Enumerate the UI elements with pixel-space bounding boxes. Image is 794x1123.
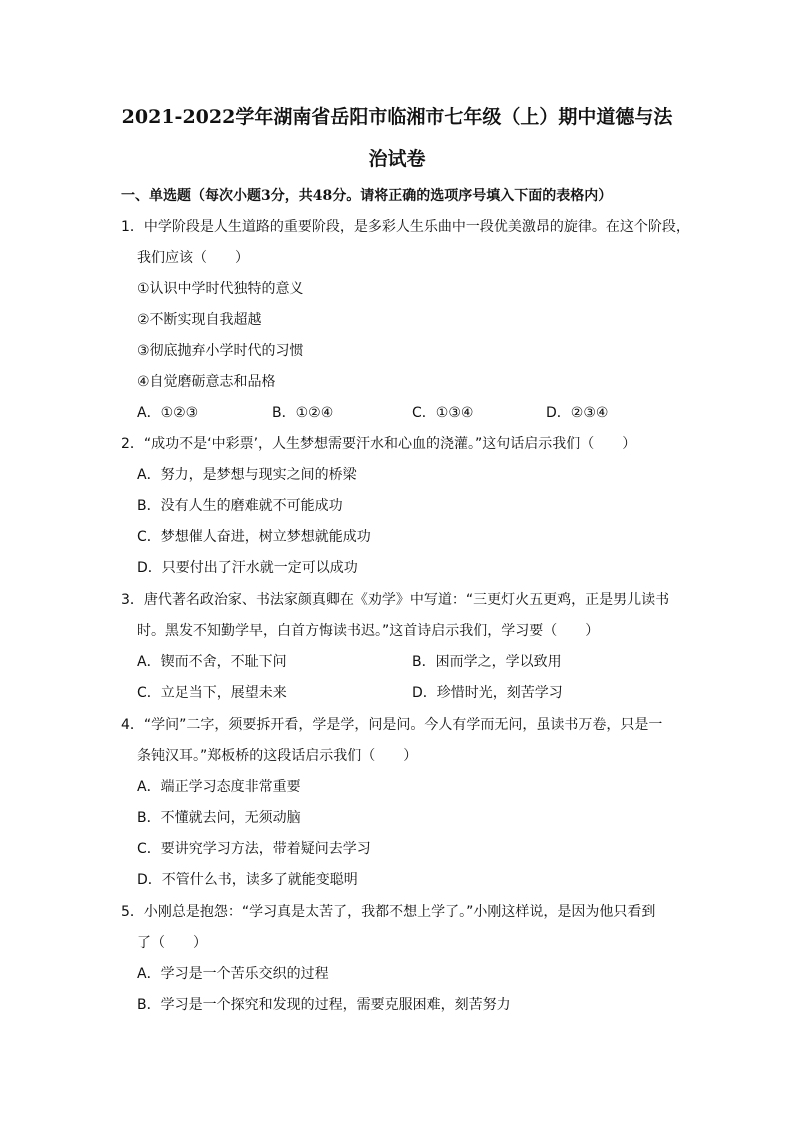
question-2-option-a: A．努力，是梦想与现实之间的桥梁 xyxy=(137,467,357,483)
question-5-option-a: A．学习是一个苦乐交织的过程 xyxy=(137,966,329,982)
question-1-option-c: C．①③④ xyxy=(412,405,474,421)
exam-title-line1: 2021-2022学年湖南省岳阳市临湘市七年级（上）期中道德与法 xyxy=(121,106,673,128)
question-5-stem: 5．小刚总是抱怨：“学习真是太苦了，我都不想上学了。”小刚这样说，是因为他只看到 xyxy=(121,904,656,920)
question-4-stem-cont: 条钝汉耳。”郑板桥的这段话启示我们（ ） xyxy=(137,748,418,764)
question-4-stem: 4．“学问”二字，须要拆开看，学是学，问是问。今人有学而无问，虽读书万卷，只是一 xyxy=(121,717,663,733)
question-1-statement-2: ②不断实现自我超越 xyxy=(137,312,262,328)
question-1-option-a: A．①②③ xyxy=(137,405,199,421)
question-3-option-a: A．锲而不舍，不耻下问 xyxy=(137,654,287,670)
question-1-option-b: B．①②④ xyxy=(272,405,334,421)
question-2-stem: 2．“成功不是‘中彩票’，人生梦想需要汗水和心血的浇灌。”这句话启示我们（ ） xyxy=(121,436,637,452)
question-1-statement-1: ①认识中学时代独特的意义 xyxy=(137,281,304,297)
section-heading: 一、单选题（每次小题3分，共48分。请将正确的选项序号填入下面的表格内） xyxy=(121,188,613,204)
question-1-option-d: D．②③④ xyxy=(546,405,609,421)
question-1-statement-4: ④自觉磨砺意志和品格 xyxy=(137,374,276,390)
question-1-stem-cont: 我们应该（ ） xyxy=(137,250,249,266)
question-3-option-b: B．困而学之，学以致用 xyxy=(412,654,562,670)
question-4-option-b: B．不懂就去问，无须动脑 xyxy=(137,810,301,826)
question-5-stem-cont: 了（ ） xyxy=(137,935,207,951)
question-4-option-d: D．不管什么书，读多了就能变聪明 xyxy=(137,872,358,888)
question-5-option-b: B．学习是一个探究和发现的过程，需要克服困难，刻苦努力 xyxy=(137,997,511,1013)
question-3-stem: 3．唐代著名政治家、书法家颜真卿在《劝学》中写道：“三更灯火五更鸡，正是男儿读书 xyxy=(121,592,670,608)
question-4-option-c: C．要讲究学习方法，带着疑问去学习 xyxy=(137,841,371,857)
question-3-option-c: C．立足当下，展望未来 xyxy=(137,685,287,701)
question-2-option-c: C．梦想催人奋进，树立梦想就能成功 xyxy=(137,529,371,545)
question-3-option-d: D．珍惜时光，刻苦学习 xyxy=(412,685,563,701)
question-2-option-d: D．只要付出了汗水就一定可以成功 xyxy=(137,560,358,576)
exam-title-line2: 治试卷 xyxy=(368,148,426,170)
question-4-option-a: A．端正学习态度非常重要 xyxy=(137,779,301,795)
question-1-statement-3: ③彻底抛弃小学时代的习惯 xyxy=(137,343,304,359)
question-3-stem-cont: 时。黑发不知勤学早，白首方悔读书迟。”这首诗启示我们，学习要（ ） xyxy=(137,623,600,639)
question-1-stem: 1．中学阶段是人生道路的重要阶段，是多彩人生乐曲中一段优美激昂的旋律。在这个阶段， xyxy=(121,219,690,235)
question-2-option-b: B．没有人生的磨难就不可能成功 xyxy=(137,498,343,514)
